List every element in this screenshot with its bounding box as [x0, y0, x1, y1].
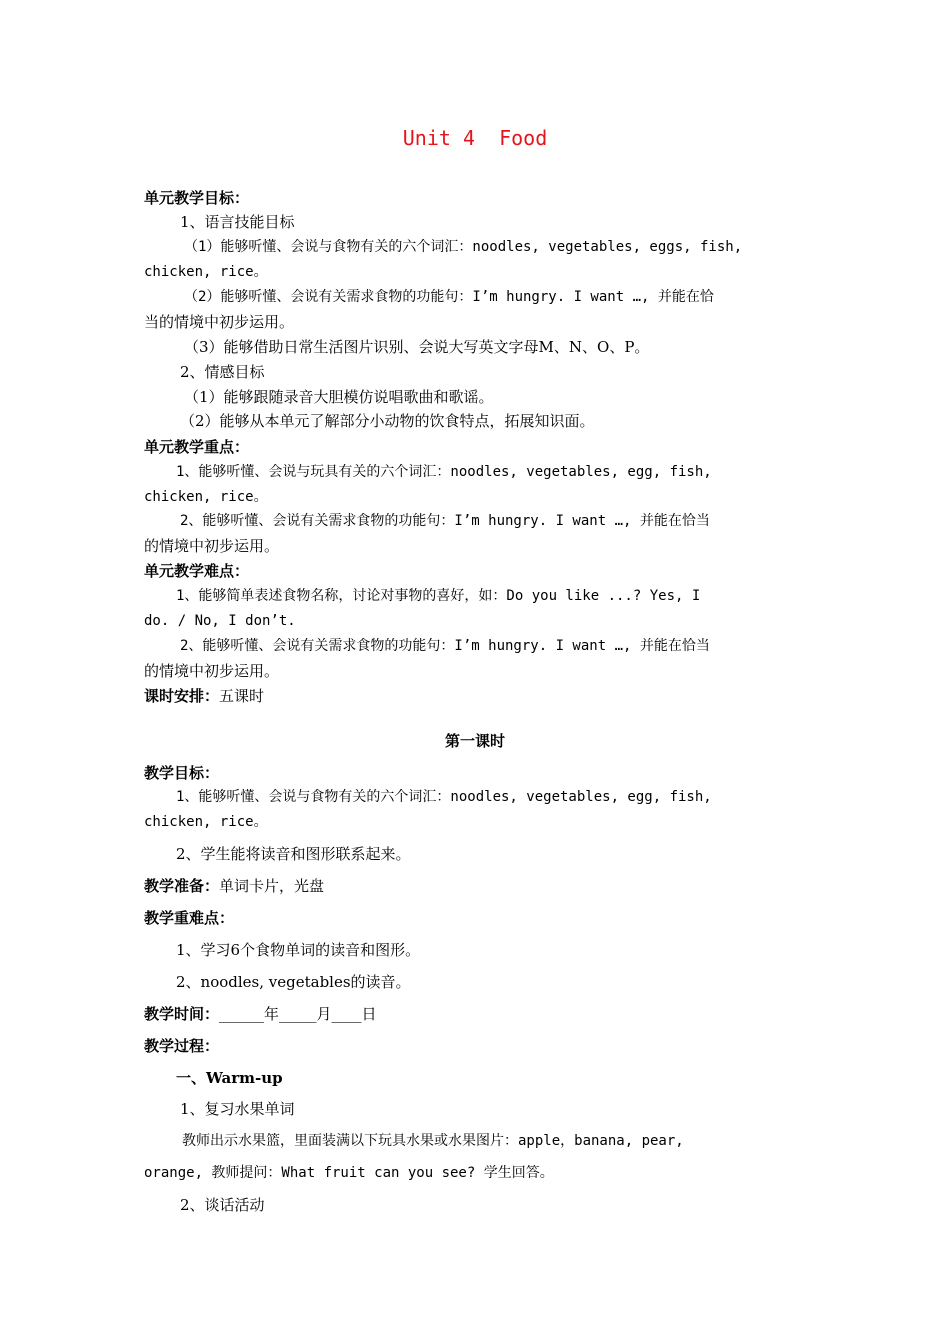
unit-difficult-2b: 的情境中初步运用。: [144, 662, 280, 680]
unit-goals-heading: 单元教学目标：: [144, 189, 250, 207]
lesson-key-1: 1、学习6个食物单词的读音和图形。: [176, 941, 421, 959]
emotion-goal-1: （1）能够跟随录音大胆模仿说唱歌曲和歌谣。: [184, 388, 494, 406]
lesson-time-label: 教学时间：: [144, 1005, 220, 1023]
document-title: Unit 4 Food: [402, 126, 548, 150]
unit-key-2a: 2、能够听懂、会说有关需求食物的功能句：I’m hungry. I want …, 并能在恰当: [180, 513, 710, 529]
lesson-time-value: ______年_____月____日: [219, 1005, 377, 1023]
skill-goal-2b: 当的情境中初步运用。: [144, 313, 295, 331]
unit-difficult-1b: do. / No, I don’t.: [144, 613, 296, 629]
unit-key-1b: chicken, rice。: [144, 489, 268, 505]
unit-difficult-heading: 单元教学难点：: [144, 562, 250, 580]
unit-difficult-1a: 1、能够简单表述食物名称，讨论对事物的喜好，如：Do you like ...? Yes, I: [176, 588, 701, 604]
lesson-goal-label: 教学目标：: [144, 764, 220, 782]
unit-key-2b: 的情境中初步运用。: [144, 537, 280, 555]
lesson-goal-1a: 1、能够听懂、会说与食物有关的六个词汇：noodles, vegetables, egg, fish,: [176, 789, 712, 805]
lesson-prep-label: 教学准备：: [144, 877, 220, 895]
warmup-heading: 一、Warm-up: [176, 1069, 283, 1087]
schedule-label: 课时安排：: [144, 687, 220, 705]
unit-key-heading: 单元教学重点：: [144, 438, 250, 456]
schedule-value: 五课时: [219, 687, 265, 705]
step-1-text-b: orange, 教师提问：What fruit can you see? 学生回答。: [144, 1165, 554, 1181]
unit-key-1a: 1、能够听懂、会说与玩具有关的六个词汇：noodles, vegetables, egg, fish,: [176, 464, 712, 480]
skill-goal-heading: 1、语言技能目标: [180, 213, 295, 231]
emotion-goal-heading: 2、情感目标: [180, 363, 265, 381]
step-1-text-a: 教师出示水果篮，里面装满以下玩具水果或水果图片：apple，banana, pear,: [182, 1133, 684, 1149]
lesson-key-label: 教学重难点：: [144, 909, 235, 927]
schedule: [144, 686, 814, 706]
lesson-heading: 第一课时: [444, 732, 505, 750]
unit-difficult-2a: 2、能够听懂、会说有关需求食物的功能句：I’m hungry. I want …, 并能在恰当: [180, 638, 710, 654]
lesson-goal-2: 2、学生能将读音和图形联系起来。: [176, 845, 411, 863]
skill-goal-1a: （1）能够听懂、会说与食物有关的六个词汇：noodles, vegetables, eggs, fish,: [184, 239, 743, 255]
lesson-goal-1b: chicken, rice。: [144, 814, 268, 830]
lesson-prep-value: 单词卡片，光盘: [219, 877, 325, 895]
lesson-time: [144, 1004, 814, 1024]
skill-goal-3: （3）能够借助日常生活图片识别、会说大写英文字母M、N、O、P。: [184, 338, 650, 356]
emotion-goal-2: （2）能够从本单元了解部分小动物的饮食特点，拓展知识面。: [180, 412, 595, 430]
lesson-key-2: 2、noodles, vegetables的读音。: [176, 973, 411, 991]
skill-goal-1b: chicken, rice。: [144, 264, 268, 280]
lesson-process-label: 教学过程：: [144, 1037, 220, 1055]
step-1: 1、复习水果单词: [180, 1100, 295, 1118]
lesson-prep: [144, 876, 814, 896]
skill-goal-2a: （2）能够听懂、会说有关需求食物的功能句：I’m hungry. I want …, 并能在恰: [184, 289, 714, 305]
step-2: 2、谈话活动: [180, 1196, 265, 1214]
